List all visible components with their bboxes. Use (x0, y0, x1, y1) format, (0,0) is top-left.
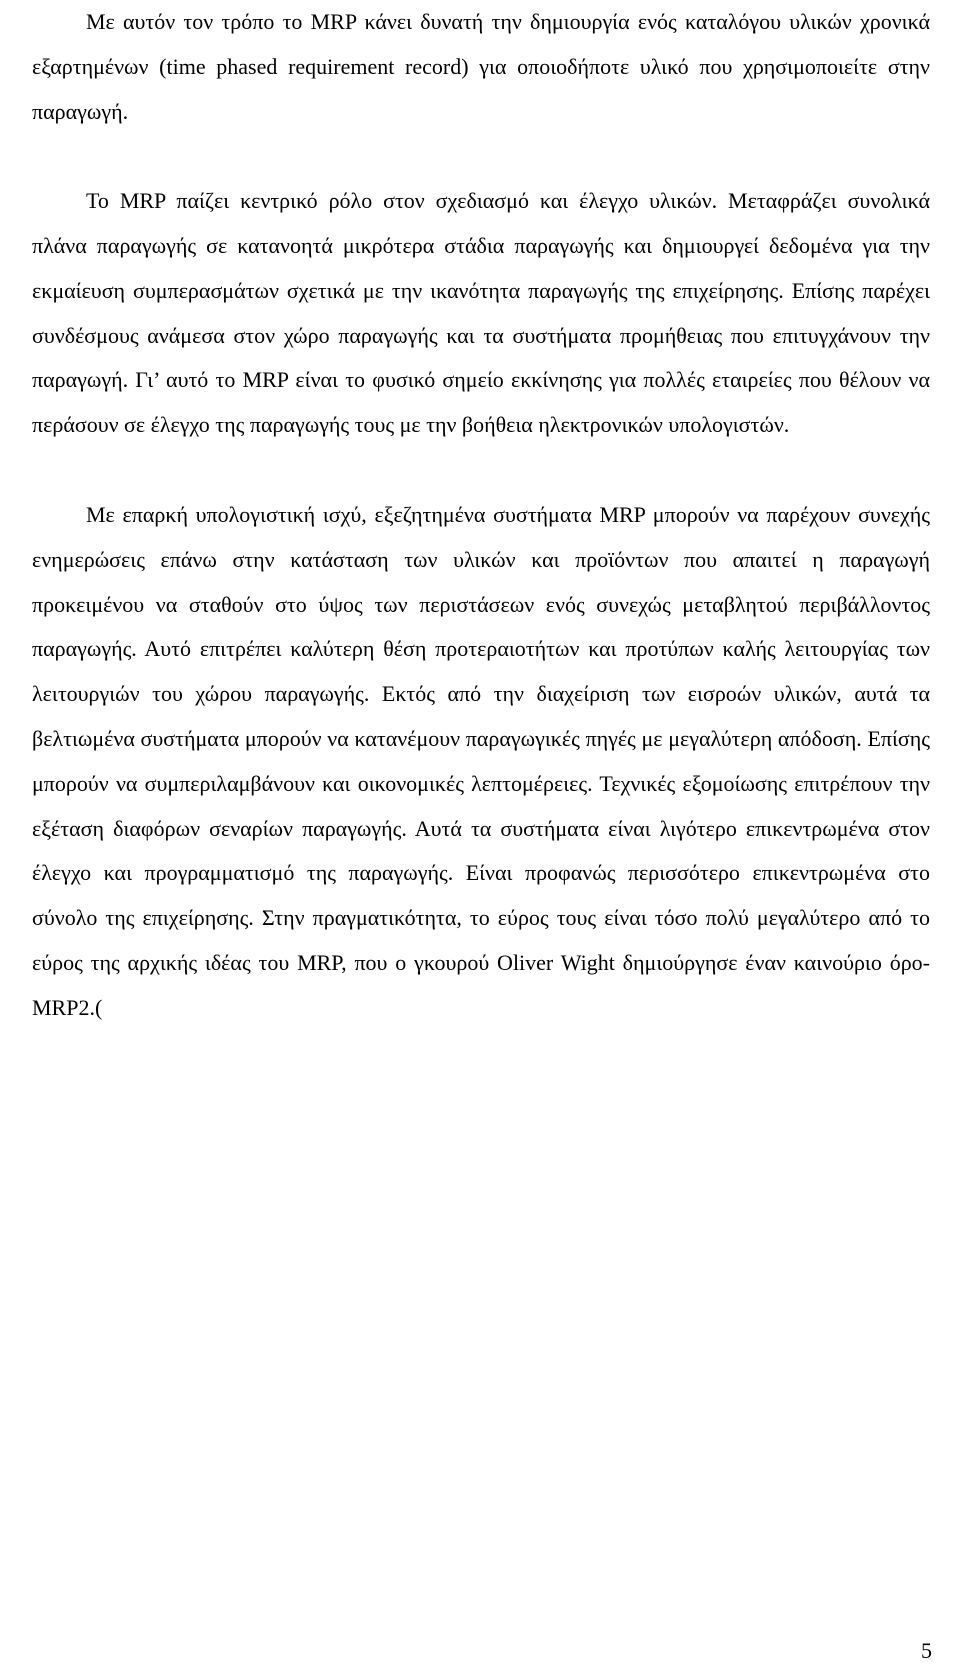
document-page (32, 0, 930, 1031)
page-number: 5 (921, 1638, 932, 1663)
paragraph-1: Με αυτόν τον τρόπο το MRP κάνει δυνατή την δημιουργία ενός καταλόγου υλικών χρονικά εξαρτημένων (time phased requirement record) για οποιοδήποτε υλικό που χρησιμοποιείτε στην παραγωγή. (32, 9, 930, 124)
paragraph-2: Το MRP παίζει κεντρικό ρόλο στον σχεδιασμό και έλεγχο υλικών. Μεταφράζει συνολικά πλάνα παραγωγής σε κατανοητά μικρότερα στάδια παραγωγής και δημιουργεί δεδομένα για την εκμαίευση συμπερασμάτων σχετικά με την ικανότητα παραγωγής της επιχείρησης. Επίσης παρέχει συνδέσμους ανάμεσα στον χώρο παραγωγής και τα συστήματα προμήθειας που επιτυγχάνουν την παραγωγή. Γι’ αυτό το MRP είναι το φυσικό σημείο εκκίνησης για πολλές εταιρείες που θέλουν να περάσουν σε έλεγχο της παραγωγής τους με την βοήθεια ηλεκτρονικών υπολογιστών. (32, 188, 930, 438)
paragraph-3: Με επαρκή υπολογιστική ισχύ, εξεζητημένα συστήματα MRP μπορούν να παρέχουν συνεχής ενημερώσεις επάνω στην κατάσταση των υλικών και προϊόντων που απαιτεί η παραγωγή προκειμένου να σταθούν στο ύψος των περιστάσεων ενός συνεχώς μεταβλητού περιβάλλοντος παραγωγής. Αυτό επιτρέπει καλύτερη θέση προτεραιοτήτων και προτύπων καλής λειτουργίας των λειτουργιών του χώρου παραγωγής. Εκτός από την διαχείριση των εισροών υλικών, αυτά τα βελτιωμένα συστήματα μπορούν να κατανέμουν παραγωγικές πηγές με μεγαλύτερη απόδοση. Επίσης μπορούν να συμπεριλαμβάνουν και οικονομικές λεπτομέρειες. Τεχνικές εξομοίωσης επιτρέπουν την εξέταση διαφόρων σεναρίων παραγωγής. Αυτά τα συστήματα είναι λιγότερο επικεντρωμένα στον έλεγχο και προγραμματισμό της παραγωγής. Είναι προφανώς περισσότερο επικεντρωμένα στο σύνολο της επιχείρησης. Στην πραγματικότητα, το εύρος τους είναι τόσο πολύ μεγαλύτερο από το εύρος της αρχικής ιδέας του MRP, που ο γκουρού Oliver Wight δημιούργησε έναν καινούριο όρο- MRP2.( (32, 501, 930, 1020)
